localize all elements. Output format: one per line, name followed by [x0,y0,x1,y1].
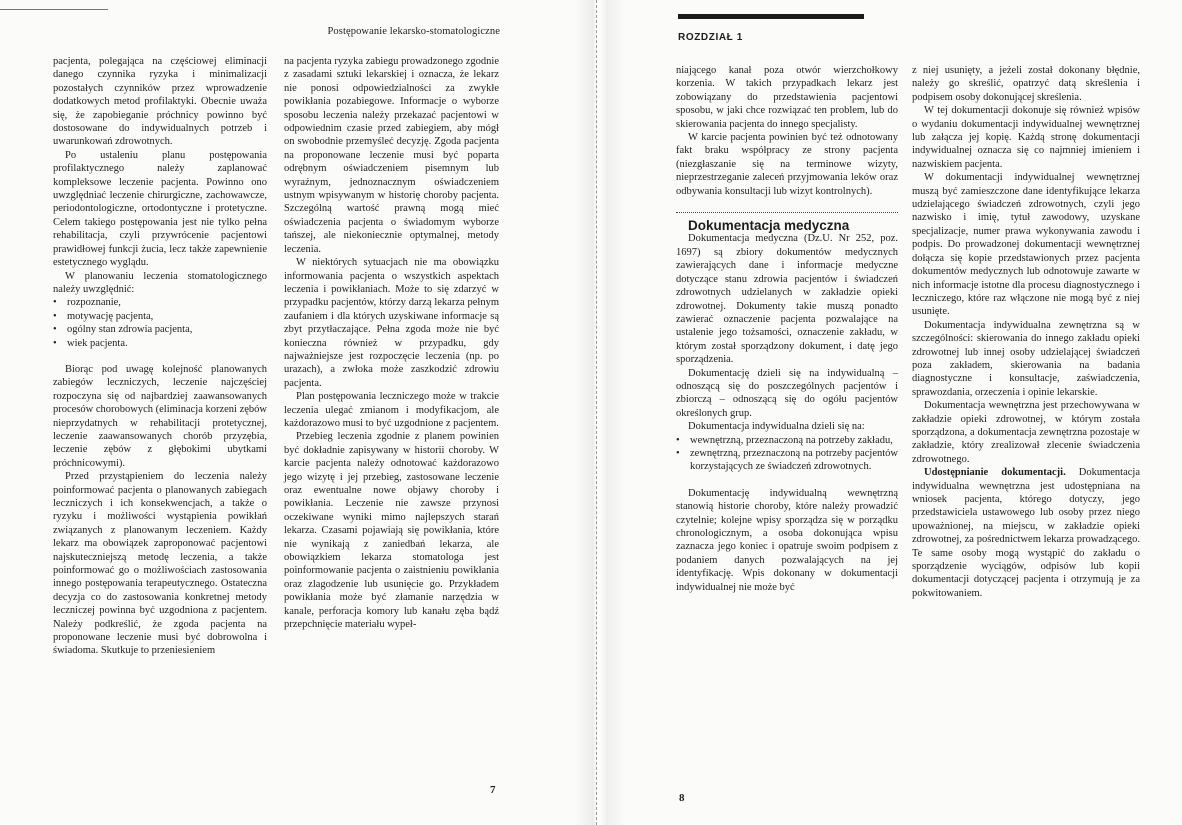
paragraph: Dokumentację indywidualną wewnętrzną stanowią historie choroby, które należy prowadzić czytelnie; kolejne wpisy sporządza się w porządku chronologicznym, a osoba dokonująca wpisu zaznacza jego koniec i opatruje swoim podpisem z podaniem danych pozwalających na jej identyfikację. Wpis dokonany w dokumentacji indywidualnej nie może być [676,487,898,593]
right-page [606,0,1182,825]
right-column-2 [912,64,1140,600]
chapter-bar [678,14,864,19]
paragraph: niającego kanał poza otwór wierzchołkowy korzenia. W takich przypadkach lekarz jest zobowiązany do przedstawienia pacjentowi sposobu, w jaki chce rozwiązać ten problem, lub do skierowania pacjenta do innego specjalisty. [676,65,898,130]
paragraph [912,466,1140,600]
paragraph-lead: Udostępnianie dokumentacji. [924,467,1066,479]
paragraph: na pacjenta ryzyka zabiegu prowadzonego zgodnie z zasadami sztuki lekarskiej i oznacza, że lekarz nie ponosi odpowiedzialności za zwykłe powikłania pozabiegowe. Informacje o wyborze sposobu leczenia należy przekazać pacjentowi w odpowiednim czasie przed zabiegiem, aby mógł on swobodnie przemyśleć decyzję. Zgoda pacjenta na proponowane leczenie musi być poparta odrębnym oświadczeniem pisemnym lub wyraźnym, jednoznacznym oświadczeniem ustnym wpisywanym w historię choroby pacjenta. Szczególną wartość prawną mogą mieć oświadczenia pacjenta o świadomym wyborze tańszej, ale niekoniecznie optymalnej, metody leczenia. [284,56,499,255]
list-item: • ogólny stan zdrowia pacjenta, [67,323,267,336]
paragraph: W niektórych sytuacjach nie ma obowiązku informowania pacjenta o wszystkich aspektach leczenia i powikłaniach. Może to się zdarzyć w przypadku pacjentów, którzy darzą lekarza pełnym zaufaniem i dla których uzyskiwane informacje są zbyt przytłaczające. Pełna zgoda może nie być konieczna również w przypadku, gdy najważniejsze jest rozpoczęcie leczenia (np. po urazach), a zwłoka może zaszkodzić zdrowiu pacjenta. [284,257,499,389]
list-item: • wiek pacjenta. [67,337,267,350]
paragraph: W karcie pacjenta powinien być też odnotowany fakt braku współpracy ze strony pacjenta (niezgłaszanie się na terminowe wizyty, nieprzestrzeganie zaleceń przyjmowania leków oraz odbywania konsultacji lub wizyt kontrolnych). [676,132,898,197]
paragraph: Plan postępowania leczniczego może w trakcie leczenia ulegać zmianom i modyfikacjom, ale każdorazowo musi to być uzgodnione z pacjentem. [284,391,499,429]
list-item: • rozpoznanie, [67,296,267,309]
section-title: Dokumentacja medyczna [688,218,850,234]
paragraph: z niej usunięty, a jeżeli został dokonany błędnie, należy go skreślić, opatrzyć datą skreślenia i podpisem osoby dokonującej skreślenia. [912,65,1140,103]
chapter-label: ROZDZIAŁ 1 [678,32,743,43]
page-number: 8 [679,792,685,804]
paragraph: W dokumentacji indywidualnej wewnętrznej muszą być zamieszczone dane identyfikujące lekarza udzielającego świadczeń zdrowotnych, czyli jego nazwisko i imię, tytuł zawodowy, uzyskane specjalizacje, numer prawa wykonywania zawodu i podpis. Do prowadzonej dokumentacji wewnętrznej dołącza się kopie przedstawionych przez pacjenta dokumentów medycznych lub odnotowuje zawarte w nich informacje istotne dla procesu diagnostycznego i leczniczego, które raz włączone nie mogą być z niej usunięte. [912,172,1140,318]
left-column-2 [284,55,499,631]
paragraph: Dokumentację dzieli się na indywidualną – odnoszącą się do poszczególnych pacjentów i zbiorczą – odnoszącą się do ogółu pacjentów określonych grup. [676,367,898,419]
paragraph: pacjenta, polegająca na częściowej eliminacji danego czynnika ryzyka i minimalizacji pozostałych czynników przez wprowadzenie dodatkowych metod profilaktyki. Obecnie uważa się, że zapobieganie próchnicy powinno być dostosowane do indywidualnych potrzeb i uwarunkowań zdrowotnych. [53,56,267,148]
running-head: Postępowanie lekarsko-stomatologiczne [327,26,500,37]
gutter-line [596,0,597,825]
right-column-1 [676,64,898,594]
list-item: • motywację pacjenta, [67,310,267,323]
book-gutter [592,0,606,825]
paragraph: Dokumentacja indywidualna dzieli się na: [688,421,865,433]
paragraph: Biorąc pod uwagę kolejność planowanych zabiegów leczniczych, leczenie najczęściej rozpoczyna się od najbardziej zaawansowanych procesów chorobowych (eliminacja korzeni zębów nieprzydatnych w rehabilitacji protetycznej, leczenie zaawansowanych chorób przyzębia, leczenie zębów z głębokimi ubytkami próchnicowymi). [53,363,267,469]
left-column-1 [53,55,267,658]
paragraph-body: Dokumentacja indywidualna wewnętrzna jest udostępniana na wniosek pacjenta, którego dotyczy, jego przedstawiciela ustawowego lub osoby przez niego upoważnionej, na miejscu, w zakładzie opieki zdrowotnej, za pośrednictwem lekarza prowadzącego. Te same osoby mogą wystąpić do zakładu o sporządzenie wyciągów, odpisów lub kopii dokumentacji dotyczącej pacjenta i otrzymują je za pokwitowaniem. [912,467,1140,599]
page-number: 7 [490,784,496,796]
paragraph: Przed przystąpieniem do leczenia należy poinformować pacjenta o planowanych zabiegach leczniczych i ich konsekwencjach, a także o ryzyku i możliwości wystąpienia powikłań związanych z planowanym leczeniem. Każdy lekarz ma obowiązek zaproponować pacjentowi najskuteczniejszą metodę leczenia, a także poinformować go o możliwościach zastosowania innego postępowania terapeutycznego. Ostateczna decyzja co do zastosowania konkretnej metody leczniczej powinna być uzgodniona z pacjentem. Należy podkreślić, że zgoda pacjenta na proponowane leczenie musi być dobrowolna i świadoma. Skutkuje to przeniesieniem [53,471,267,657]
paragraph: Dokumentacja medyczna (Dz.U. Nr 252, poz. 1697) są zbiory dokumentów medycznych zawierających dane i informacje medyczne dotyczące stanu zdrowia pacjentów i świadczeń zdrowotnych udzielanych w zakładzie opieki zdrowotnej. Dokumenty takie muszą ponadto zawierać oznaczenie pacjenta pozwalające na ustalenie jego tożsamości, oznaczenie zakładu, w którym został sporządzony dokument, i datę jego sporządzenia. [676,233,898,366]
paragraph: Po ustaleniu planu postępowania profilaktycznego należy zaplanować kompleksowe leczenie pacjenta. Powinno ono uwzględniać leczenie chirurgiczne, zachowawcze, periodontologiczne, ortodontyczne i protetyczne. Celem takiego postępowania jest nie tylko pełna rehabilitacja, czyli przywrócenie pacjentowi prawidłowej funkcji żucia, lecz także zapewnienie estetycznego wyglądu. [53,149,267,269]
paragraph: Przebieg leczenia zgodnie z planem powinien być dokładnie zapisywany w historii choroby. W karcie pacjenta należy odnotować każdorazowo jego wizytę i jej przebieg, zastosowane leczenie oraz ewentualne nowe objawy choroby i powikłania. Leczenie nie zawsze przynosi oczekiwane wyniki mimo najlepszych starań lekarza. Czasami pojawiają się powikłania, które nie wynikają z zaniedbań lekarza, ale obowiązkiem lekarza stomatologa jest poinformowanie pacjenta o zaistnieniu powikłania oraz zlagodzenie lub usunięcie go. Przykładem powikłania może być złamanie narzędzia w kanale, perforacja komory lub kanału zęba bądź przepchnięcie materiału wypeł- [284,431,499,631]
paragraph: Dokumentacja wewnętrzna jest przechowywana w zakładzie opieki zdrowotnej, w którym została sporządzona, a dokumentacja zewnętrzna pozostaje w zakładzie, który zrealizował zlecenie świadczenia zdrowotnego. [912,400,1140,465]
paragraph: Dokumentacja indywidualna zewnętrzna są w szczególności: skierowania do innego zakładu opieki zdrowotnej lub innej osoby udzielającej świadczeń poza zakładem, skierowania na badania diagnostyczne i konsultacje, zaświadczenia, sprawozdania, orzeczenia i opinie lekarskie. [912,319,1140,398]
bullet-list [53,296,267,350]
list-item: • wewnętrzną, przeznaczoną na potrzeby zakładu, [690,434,898,447]
section-divider [676,212,898,213]
paragraph: W tej dokumentacji dokonuje się również wpisów o wydaniu dokumentacji indywidualnej wewnętrznej lub załącza jej kopię. Każdą stronę dokumentacji indywidualnej oznacza się co najmniej imieniem i nazwiskiem pacjenta. [912,105,1140,170]
paragraph: W planowaniu leczenia stomatologicznego należy uwzględnić: [53,270,267,295]
list-item: • zewnętrzną, przeznaczoną na potrzeby pacjentów korzystających ze świadczeń zdrowotnych. [690,447,898,474]
top-rule [0,9,108,10]
bullet-list [676,434,898,474]
